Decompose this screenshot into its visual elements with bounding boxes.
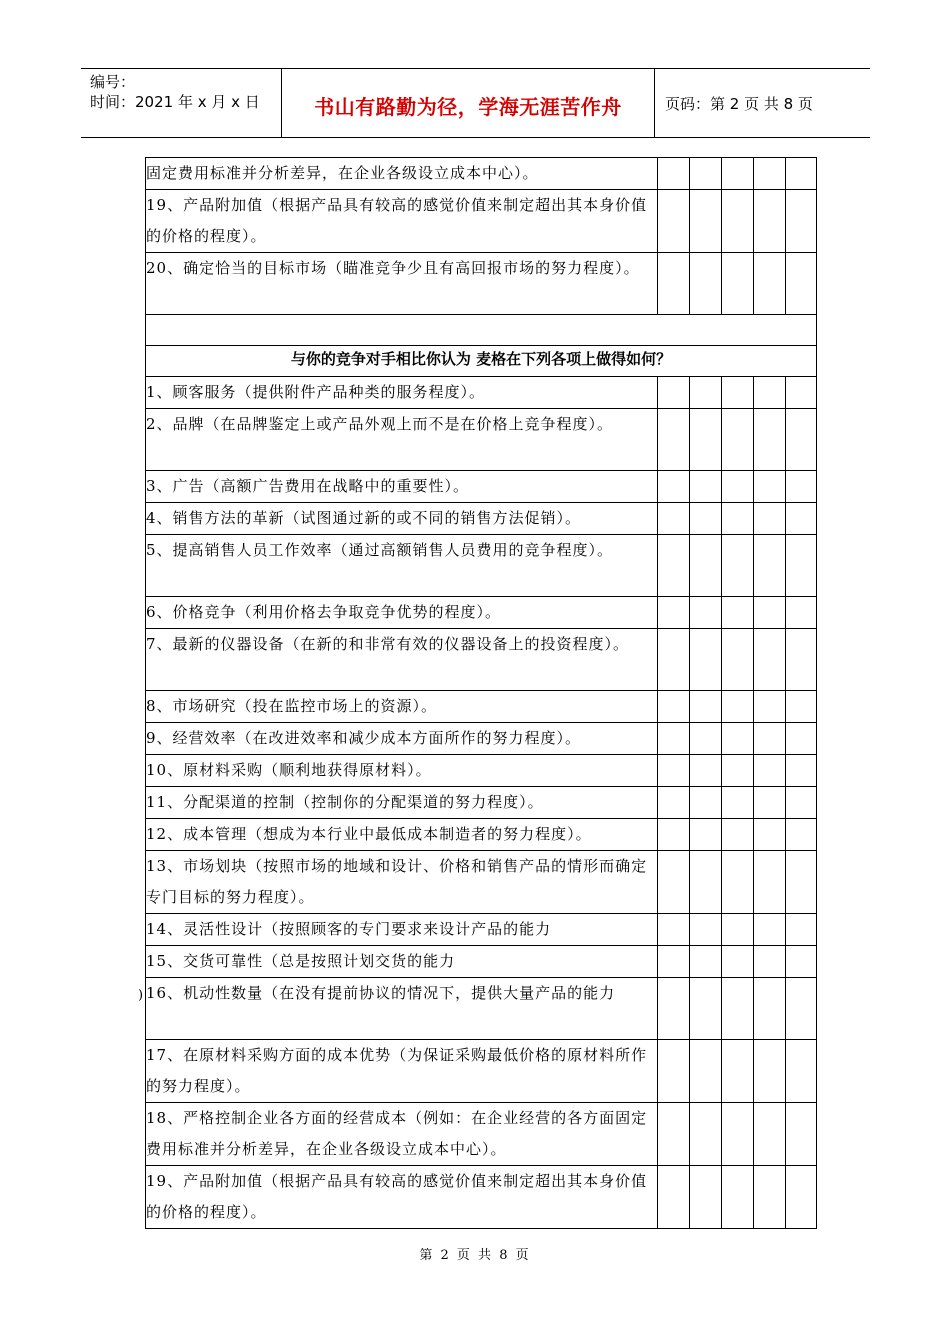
rating-cell[interactable] [754, 914, 786, 946]
rating-cell[interactable] [658, 190, 690, 253]
rating-cell[interactable] [786, 914, 817, 946]
rating-cell[interactable] [722, 597, 754, 629]
table-row [146, 723, 817, 755]
rating-cell[interactable] [722, 914, 754, 946]
rating-cell[interactable] [754, 1103, 786, 1166]
rating-cell[interactable] [658, 471, 690, 503]
rating-cell[interactable] [786, 535, 817, 597]
page-footer: 第 2 页 共 8 页 [419, 1248, 531, 1263]
rating-cell[interactable] [658, 723, 690, 755]
header-page-number: 页码：第 2 页 共 8 页 [665, 95, 813, 113]
question-text: 固定费用标准并分析差异，在企业各级设立成本中心）。 [146, 158, 658, 190]
table-row [146, 503, 817, 535]
rating-cell[interactable] [690, 409, 722, 471]
table-spacer [146, 315, 817, 377]
rating-cell[interactable] [722, 819, 754, 851]
rating-cell[interactable] [722, 1166, 754, 1229]
rating-cell[interactable] [754, 190, 786, 253]
rating-cell[interactable] [754, 471, 786, 503]
rating-cell[interactable] [658, 1103, 690, 1166]
table-row [146, 629, 817, 691]
question-text: 9、经营效率（在改进效率和减少成本方面所作的努力程度）。 [146, 723, 658, 755]
rating-cell[interactable] [722, 1103, 754, 1166]
rating-cell[interactable] [690, 629, 722, 691]
rating-cell[interactable] [722, 409, 754, 471]
question-text: 20、确定恰当的目标市场（瞄准竞争少且有高回报市场的努力程度）。 [146, 253, 658, 315]
rating-cell[interactable] [722, 787, 754, 819]
rating-cell[interactable] [722, 535, 754, 597]
rating-cell[interactable] [722, 851, 754, 914]
question-text: 11、分配渠道的控制（控制你的分配渠道的努力程度）。 [146, 787, 658, 819]
question-text: 18、严格控制企业各方面的经营成本（例如：在企业经营的各方面固定费用标准并分析差异，在企业各级设立成本中心）。 [146, 1103, 658, 1166]
rating-cell[interactable] [658, 158, 690, 190]
rating-cell[interactable] [754, 755, 786, 787]
rating-cell[interactable] [658, 597, 690, 629]
rating-cell[interactable] [690, 851, 722, 914]
rating-cell[interactable] [786, 1166, 817, 1229]
question-text: 10、原材料采购（顺利地获得原材料）。 [146, 755, 658, 787]
document-number-label: 编号： [90, 73, 136, 91]
question-text: 1、顾客服务（提供附件产品种类的服务程度）。 [146, 377, 658, 409]
question-text: 7、最新的仪器设备（在新的和非常有效的仪器设备上的投资程度）。 [146, 629, 658, 691]
rating-cell[interactable] [786, 377, 817, 409]
question-text: 14、灵活性设计（按照顾客的专门要求来设计产品的能力 [146, 914, 658, 946]
question-text: 17、在原材料采购方面的成本优势（为保证采购最低价格的原材料所作的努力程度）。 [146, 1040, 658, 1103]
rating-cell[interactable] [754, 1166, 786, 1229]
rating-cell[interactable] [722, 978, 754, 1040]
question-text: 16、机动性数量（在没有提前协议的情况下，提供大量产品的能力 [146, 978, 658, 1040]
rating-cell[interactable] [658, 755, 690, 787]
margin-mark: ) [138, 988, 144, 1003]
rating-cell[interactable] [786, 819, 817, 851]
rating-cell[interactable] [786, 1040, 817, 1103]
rating-cell[interactable] [690, 253, 722, 315]
table-row [146, 851, 817, 914]
rating-cell[interactable] [690, 190, 722, 253]
rating-cell[interactable] [658, 629, 690, 691]
rating-cell[interactable] [786, 755, 817, 787]
rating-cell[interactable] [690, 535, 722, 597]
question-text: 4、销售方法的革新（试图通过新的或不同的销售方法促销）。 [146, 503, 658, 535]
rating-cell[interactable] [658, 914, 690, 946]
rating-cell[interactable] [722, 158, 754, 190]
table-row [146, 190, 817, 253]
rating-cell[interactable] [722, 723, 754, 755]
rating-cell[interactable] [754, 377, 786, 409]
rating-cell[interactable] [786, 629, 817, 691]
question-text: 8、市场研究（投在监控市场上的资源）。 [146, 691, 658, 723]
table-row [146, 946, 817, 978]
rating-cell[interactable] [690, 978, 722, 1040]
rating-cell[interactable] [690, 755, 722, 787]
rating-cell[interactable] [690, 787, 722, 819]
rating-cell[interactable] [786, 787, 817, 819]
rating-cell[interactable] [722, 629, 754, 691]
section-heading: 与你的竞争对手相比你认为 麦格在下列各项上做得如何？ [146, 346, 817, 377]
question-text: 6、价格竞争（利用价格去争取竞争优势的程度）。 [146, 597, 658, 629]
rating-cell[interactable] [786, 409, 817, 471]
rating-cell[interactable] [690, 914, 722, 946]
rating-cell[interactable] [658, 409, 690, 471]
table-row [146, 787, 817, 819]
rating-cell[interactable] [754, 158, 786, 190]
question-text: 2、品牌（在品牌鉴定上或产品外观上而不是在价格上竞争程度）。 [146, 409, 658, 471]
question-text: 15、交货可靠性（总是按照计划交货的能力 [146, 946, 658, 978]
rating-cell[interactable] [786, 471, 817, 503]
rating-cell[interactable] [722, 190, 754, 253]
rating-cell[interactable] [722, 471, 754, 503]
question-text: 19、产品附加值（根据产品具有较高的感觉价值来制定超出其本身价值的价格的程度）。 [146, 1166, 658, 1229]
rating-cell[interactable] [658, 787, 690, 819]
rating-cell[interactable] [786, 1103, 817, 1166]
rating-cell[interactable] [786, 978, 817, 1040]
table-row [146, 1103, 817, 1166]
rating-cell[interactable] [690, 691, 722, 723]
rating-cell[interactable] [658, 978, 690, 1040]
rating-cell[interactable] [754, 1040, 786, 1103]
rating-cell[interactable] [690, 723, 722, 755]
rating-cell[interactable] [786, 691, 817, 723]
rating-cell[interactable] [658, 819, 690, 851]
rating-cell[interactable] [658, 503, 690, 535]
question-text: 12、成本管理（想成为本行业中最低成本制造者的努力程度）。 [146, 819, 658, 851]
rating-cell[interactable] [690, 1103, 722, 1166]
question-text: 13、市场划块（按照市场的地域和设计、价格和销售产品的情形而确定专门目标的努力程度）。 [146, 851, 658, 914]
rating-cell[interactable] [754, 851, 786, 914]
rating-cell[interactable] [690, 377, 722, 409]
table-body-bottom [146, 377, 817, 1229]
rating-cell[interactable] [722, 503, 754, 535]
rating-cell[interactable] [658, 946, 690, 978]
table-row [146, 755, 817, 787]
table-row [146, 158, 817, 190]
rating-cell[interactable] [754, 787, 786, 819]
rating-cell[interactable] [754, 503, 786, 535]
rating-cell[interactable] [658, 1040, 690, 1103]
rating-cell[interactable] [754, 597, 786, 629]
rating-cell[interactable] [690, 158, 722, 190]
rating-cell[interactable] [690, 946, 722, 978]
rating-cell[interactable] [754, 691, 786, 723]
rating-cell[interactable] [786, 851, 817, 914]
rating-cell[interactable] [690, 503, 722, 535]
rating-cell[interactable] [786, 946, 817, 978]
questionnaire-table [145, 157, 817, 1229]
rating-cell[interactable] [754, 409, 786, 471]
question-text: 5、提高销售人员工作效率（通过高额销售人员费用的竞争程度）。 [146, 535, 658, 597]
table-row [146, 1040, 817, 1103]
rating-cell[interactable] [658, 377, 690, 409]
table-row [146, 978, 817, 1040]
rating-cell[interactable] [690, 819, 722, 851]
rating-cell[interactable] [754, 723, 786, 755]
rating-cell[interactable] [754, 629, 786, 691]
table-row [146, 535, 817, 597]
document-date-label: 时间：2021 年 x 月 x 日 [90, 93, 260, 111]
table-row [146, 1166, 817, 1229]
rating-cell[interactable] [690, 471, 722, 503]
rating-cell[interactable] [754, 253, 786, 315]
rating-cell[interactable] [690, 1040, 722, 1103]
table-body-top [146, 158, 817, 315]
rating-cell[interactable] [722, 253, 754, 315]
rating-cell[interactable] [786, 503, 817, 535]
rating-cell[interactable] [754, 819, 786, 851]
table-row [146, 253, 817, 315]
rating-cell[interactable] [658, 253, 690, 315]
rating-cell[interactable] [754, 535, 786, 597]
question-text: 19、产品附加值（根据产品具有较高的感觉价值来制定超出其本身价值的价格的程度）。 [146, 190, 658, 253]
header-divider [654, 69, 655, 137]
rating-cell[interactable] [658, 535, 690, 597]
header-motto: 书山有路勤为径，学海无涯苦作舟 [314, 95, 622, 119]
rating-cell[interactable] [786, 190, 817, 253]
table-row [146, 914, 817, 946]
table-row [146, 409, 817, 471]
table-row [146, 691, 817, 723]
question-text: 3、广告（高额广告费用在战略中的重要性）。 [146, 471, 658, 503]
table-row [146, 377, 817, 409]
page-header [81, 68, 870, 138]
header-meta [90, 72, 260, 112]
empty-spacer-row [146, 315, 817, 346]
rating-cell[interactable] [786, 253, 817, 315]
rating-cell[interactable] [754, 946, 786, 978]
rating-cell[interactable] [754, 978, 786, 1040]
rating-cell[interactable] [786, 597, 817, 629]
table-row [146, 597, 817, 629]
rating-cell[interactable] [722, 691, 754, 723]
rating-cell[interactable] [722, 1040, 754, 1103]
rating-cell[interactable] [658, 691, 690, 723]
rating-cell[interactable] [722, 755, 754, 787]
table-row [146, 471, 817, 503]
rating-cell[interactable] [658, 851, 690, 914]
rating-cell[interactable] [690, 1166, 722, 1229]
rating-cell[interactable] [722, 946, 754, 978]
rating-cell[interactable] [658, 1166, 690, 1229]
rating-cell[interactable] [722, 377, 754, 409]
rating-cell[interactable] [786, 723, 817, 755]
rating-cell[interactable] [690, 597, 722, 629]
rating-cell[interactable] [786, 158, 817, 190]
table-row [146, 819, 817, 851]
